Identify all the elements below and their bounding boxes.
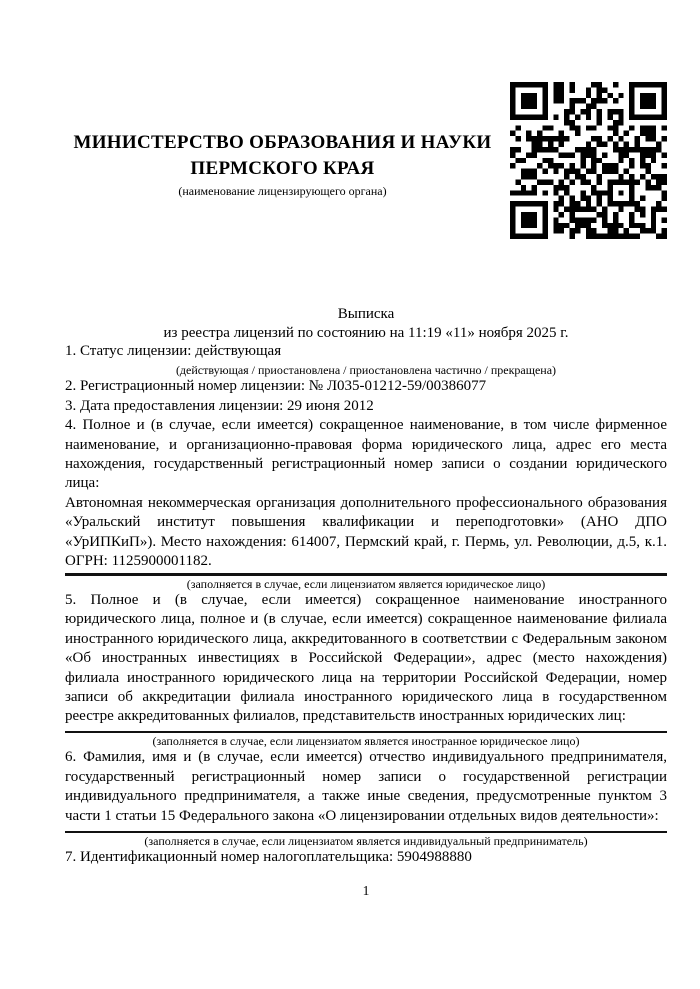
document-title-line1: Выписка: [337, 306, 395, 322]
license-grant-date: 3. Дата предоставления лицензии: 29 июня 2012: [65, 397, 374, 414]
license-registration-number: 2. Регистрационный номер лицензии: № Л035-01212-59/00386077: [65, 378, 487, 395]
foreign-entity-label: 5. Полное и (в случае, если имеется) сокращенное наименование иностранного юридического лица, полное и (в случае, если имеется) сокращенное наименование филиала иностранного юридического лица, аккредитованного в соответствии с Федеральным законом «Об иностранных инвестициях в Российской Федерации», адрес (место нахождения) филиала иностранного юридического лица на территории Российской Федерации, номер записи об аккредитации филиала иностранного юридического лица в государственном реестре аккредитованных филиалов, представительств иностранных юридических лиц:: [65, 591, 667, 725]
taxpayer-id: 7. Идентификационный номер налогоплательщика: 5904988880: [65, 849, 472, 866]
document-body: [65, 305, 667, 900]
qr-code: [510, 82, 667, 239]
foreign-entity-caption: (заполняется в случае, если лицензиатом является иностранное юридическое лицо): [152, 734, 580, 749]
ministry-caption: (наименование лицензирующего органа): [178, 184, 387, 198]
license-status-caption: (действующая / приостановлена / приостановлена частично / прекращена): [175, 363, 557, 378]
individual-entrepreneur-label: 6. Фамилия, имя и (в случае, если имеется) отчество индивидуального предпринимателя, государственный регистрационный номер записи о государственной регистрации индивидуального предпринимателя, а также иные сведения, предусмотренные пунктом 3 части 1 статьи 15 Федерального закона «О лицензировании отдельных видов деятельности»:: [65, 749, 667, 824]
license-status: 1. Статус лицензии: действующая: [65, 343, 282, 359]
foreign-entity-field-line: [65, 731, 667, 734]
page-number: 1: [362, 882, 370, 898]
individual-entrepreneur-caption: (заполняется в случае, если лицензиатом является индивидуальный предприниматель): [144, 834, 588, 849]
legal-entity-caption: (заполняется в случае, если лицензиатом является юридическое лицо): [186, 576, 546, 591]
document-header: [65, 130, 500, 198]
ministry-name-line2: ПЕРМСКОГО КРАЯ: [190, 158, 375, 179]
document-title-line2: из реестра лицензий по состоянию на 11:19 «11» ноября 2025 г.: [163, 324, 569, 341]
legal-entity-value: Автономная некоммерческая организация дополнительного профессионального образования «Уральский институт повышения квалификации и переподготовки» (АНО ДПО «УрИПКиП»). Место нахождения: 614007, Пермский край, г. Пермь, ул. Революции, д.5, к.1. ОГРН: 1125900001182.: [65, 494, 667, 570]
legal-entity-label: 4. Полное и (в случае, если имеется) сокращенное наименование, в том числе фирменное наименование, и организационно-правовая форма юридического лица, адрес его места нахождения, государственный регистрационный номер записи о создании юридического лица:: [65, 417, 667, 492]
individual-entrepreneur-field-line: [65, 831, 667, 834]
ministry-name-line1: МИНИСТЕРСТВО ОБРАЗОВАНИЯ И НАУКИ: [73, 132, 492, 153]
legal-entity-field-line: [65, 573, 667, 576]
document-title: [65, 305, 667, 342]
